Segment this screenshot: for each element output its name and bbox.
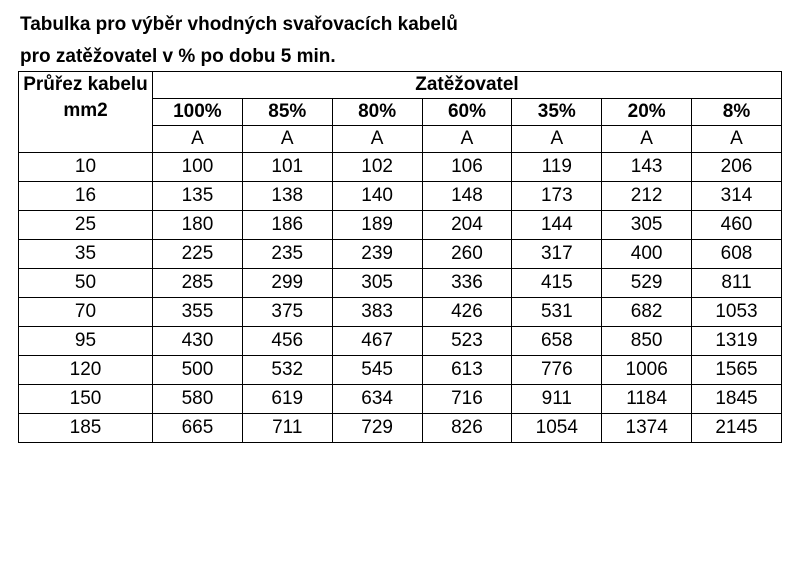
table-row	[19, 240, 782, 269]
current-cell: 189	[332, 211, 422, 240]
current-cell: 430	[153, 327, 243, 356]
current-cell: 613	[422, 356, 512, 385]
unit-cell: A	[242, 126, 332, 153]
current-cell: 355	[153, 298, 243, 327]
current-cell: 186	[242, 211, 332, 240]
current-cell: 545	[332, 356, 422, 385]
current-cell: 173	[512, 182, 602, 211]
current-cell: 619	[242, 385, 332, 414]
table-body	[19, 153, 782, 443]
current-cell: 1319	[692, 327, 782, 356]
table-row	[19, 182, 782, 211]
cross-section-header-line1: Průřez kabelu	[23, 74, 148, 95]
current-cell: 144	[512, 211, 602, 240]
duty-cycle-group-header: Zatěžovatel	[153, 72, 782, 99]
current-cell: 119	[512, 153, 602, 182]
current-cell: 336	[422, 269, 512, 298]
cross-section-cell: 120	[19, 356, 153, 385]
current-cell: 634	[332, 385, 422, 414]
current-cell: 285	[153, 269, 243, 298]
current-cell: 1184	[602, 385, 692, 414]
document-subtitle: pro zatěžovatel v % po dobu 5 min.	[20, 46, 336, 67]
current-cell: 317	[512, 240, 602, 269]
current-cell: 529	[602, 269, 692, 298]
table-row	[19, 269, 782, 298]
table-row	[19, 211, 782, 240]
current-cell: 711	[242, 414, 332, 443]
current-cell: 850	[602, 327, 692, 356]
current-cell: 375	[242, 298, 332, 327]
current-cell: 665	[153, 414, 243, 443]
table-row	[19, 327, 782, 356]
current-cell: 383	[332, 298, 422, 327]
cross-section-cell: 35	[19, 240, 153, 269]
unit-cell: A	[332, 126, 422, 153]
current-cell: 102	[332, 153, 422, 182]
duty-cycle-header: 20%	[602, 99, 692, 126]
current-cell: 235	[242, 240, 332, 269]
duty-cycle-header: 8%	[692, 99, 782, 126]
cross-section-cell: 25	[19, 211, 153, 240]
current-cell: 314	[692, 182, 782, 211]
cross-section-cell: 70	[19, 298, 153, 327]
duty-cycle-header: 100%	[153, 99, 243, 126]
cross-section-cell: 185	[19, 414, 153, 443]
current-cell: 260	[422, 240, 512, 269]
current-cell: 500	[153, 356, 243, 385]
cross-section-cell: 95	[19, 327, 153, 356]
table-row	[19, 298, 782, 327]
cross-section-cell: 16	[19, 182, 153, 211]
cross-section-cell: 50	[19, 269, 153, 298]
unit-cell: A	[512, 126, 602, 153]
current-cell: 140	[332, 182, 422, 211]
cross-section-header	[19, 72, 153, 153]
current-cell: 531	[512, 298, 602, 327]
current-cell: 225	[153, 240, 243, 269]
cross-section-header-line2: mm2	[63, 100, 108, 121]
current-cell: 716	[422, 385, 512, 414]
duty-cycle-header: 60%	[422, 99, 512, 126]
unit-cell: A	[153, 126, 243, 153]
current-cell: 608	[692, 240, 782, 269]
current-cell: 682	[602, 298, 692, 327]
current-cell: 138	[242, 182, 332, 211]
current-cell: 811	[692, 269, 782, 298]
current-cell: 135	[153, 182, 243, 211]
table-row	[19, 414, 782, 443]
current-cell: 204	[422, 211, 512, 240]
current-cell: 1054	[512, 414, 602, 443]
current-cell: 305	[602, 211, 692, 240]
current-cell: 523	[422, 327, 512, 356]
current-cell: 1565	[692, 356, 782, 385]
current-cell: 467	[332, 327, 422, 356]
table-row	[19, 153, 782, 182]
cable-table	[18, 71, 782, 443]
cross-section-cell: 10	[19, 153, 153, 182]
current-cell: 911	[512, 385, 602, 414]
current-cell: 456	[242, 327, 332, 356]
current-cell: 212	[602, 182, 692, 211]
current-cell: 658	[512, 327, 602, 356]
current-cell: 180	[153, 211, 243, 240]
current-cell: 415	[512, 269, 602, 298]
unit-cell: A	[602, 126, 692, 153]
duty-cycle-header: 85%	[242, 99, 332, 126]
current-cell: 729	[332, 414, 422, 443]
current-cell: 776	[512, 356, 602, 385]
cross-section-cell: 150	[19, 385, 153, 414]
table-row	[19, 385, 782, 414]
current-cell: 1053	[692, 298, 782, 327]
current-cell: 1006	[602, 356, 692, 385]
header-row-group	[19, 72, 782, 99]
table-row	[19, 356, 782, 385]
current-cell: 826	[422, 414, 512, 443]
current-cell: 100	[153, 153, 243, 182]
current-cell: 426	[422, 298, 512, 327]
current-cell: 148	[422, 182, 512, 211]
current-cell: 400	[602, 240, 692, 269]
current-cell: 106	[422, 153, 512, 182]
current-cell: 532	[242, 356, 332, 385]
current-cell: 1374	[602, 414, 692, 443]
unit-cell: A	[692, 126, 782, 153]
current-cell: 2145	[692, 414, 782, 443]
unit-cell: A	[422, 126, 512, 153]
duty-cycle-header: 80%	[332, 99, 422, 126]
current-cell: 305	[332, 269, 422, 298]
current-cell: 299	[242, 269, 332, 298]
current-cell: 1845	[692, 385, 782, 414]
current-cell: 101	[242, 153, 332, 182]
current-cell: 580	[153, 385, 243, 414]
current-cell: 460	[692, 211, 782, 240]
document-title: Tabulka pro výběr vhodných svařovacích kabelů	[20, 14, 458, 35]
current-cell: 143	[602, 153, 692, 182]
duty-cycle-header: 35%	[512, 99, 602, 126]
current-cell: 206	[692, 153, 782, 182]
current-cell: 239	[332, 240, 422, 269]
